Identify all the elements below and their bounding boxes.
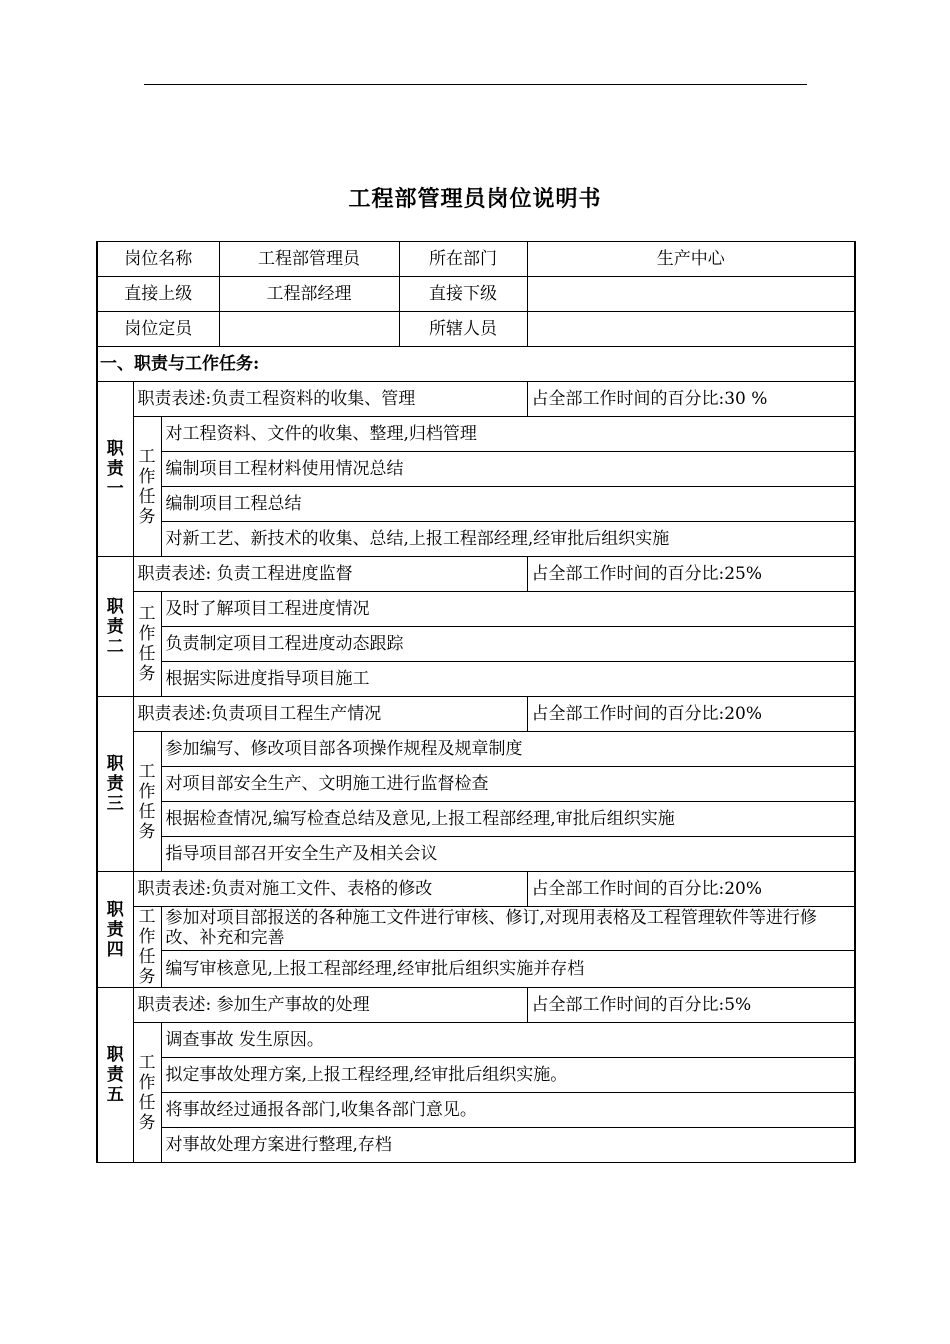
- duty-description-row: [97, 697, 855, 732]
- section-title: 一、职责与工作任务:: [97, 347, 855, 382]
- task-row: [97, 627, 855, 662]
- task-text: 及时了解项目工程进度情况: [161, 592, 855, 627]
- task-row: [97, 732, 855, 767]
- task-text: 参加编写、修改项目部各项操作规程及规章制度: [161, 732, 855, 767]
- duty-name: [97, 988, 133, 1163]
- task-row: [97, 1128, 855, 1163]
- task-row: [97, 487, 855, 522]
- duty-percentage: 占全部工作时间的百分比:20%: [527, 697, 855, 732]
- duty-name: [97, 872, 133, 988]
- task-row: [97, 907, 855, 951]
- work-tasks-label: [133, 732, 161, 872]
- task-text: 拟定事故处理方案,上报工程经理,经审批后组织实施。: [161, 1058, 855, 1093]
- header-rule: [144, 84, 807, 85]
- subordinate-value: [527, 277, 855, 312]
- task-text: 对事故处理方案进行整理,存档: [161, 1128, 855, 1163]
- work-tasks-label: [133, 907, 161, 988]
- duty-name-text: 职责一: [106, 439, 124, 499]
- headcount-label: 岗位定员: [97, 312, 219, 347]
- work-tasks-label-text: 工作任务: [138, 761, 156, 842]
- duty-percentage: 占全部工作时间的百分比:20%: [527, 872, 855, 907]
- department-label: 所在部门: [399, 242, 527, 277]
- superior-label: 直接上级: [97, 277, 219, 312]
- task-row: [97, 452, 855, 487]
- task-row: [97, 767, 855, 802]
- task-text: 编写审核意见,上报工程部经理,经审批后组织实施并存档: [161, 950, 855, 987]
- task-text: 编制项目工程材料使用情况总结: [161, 452, 855, 487]
- subordinate-label: 直接下级: [399, 277, 527, 312]
- basic-info-row: [97, 277, 855, 312]
- duty-name: [97, 557, 133, 697]
- task-row: [97, 592, 855, 627]
- work-tasks-label: [133, 1023, 161, 1163]
- task-text: 将事故经过通报各部门,收集各部门意见。: [161, 1093, 855, 1128]
- task-text: 指导项目部召开安全生产及相关会议: [161, 837, 855, 872]
- duty-description: 职责表述: 负责工程进度监督: [133, 557, 527, 592]
- task-text: 根据实际进度指导项目施工: [161, 662, 855, 697]
- task-row: [97, 837, 855, 872]
- task-text: 对项目部安全生产、文明施工进行监督检查: [161, 767, 855, 802]
- job-description-table: [96, 241, 856, 1163]
- staff-value: [527, 312, 855, 347]
- duty-name: [97, 697, 133, 872]
- duty-percentage: 占全部工作时间的百分比:25%: [527, 557, 855, 592]
- duty-percentage: 占全部工作时间的百分比:30 %: [527, 382, 855, 417]
- document-title: 工程部管理员岗位说明书: [348, 186, 602, 212]
- task-row: [97, 1023, 855, 1058]
- duty-percentage: 占全部工作时间的百分比:5%: [527, 988, 855, 1023]
- duty-name: [97, 382, 133, 557]
- work-tasks-label: [133, 592, 161, 697]
- staff-label: 所辖人员: [399, 312, 527, 347]
- basic-info-row: [97, 242, 855, 277]
- task-text: 对工程资料、文件的收集、整理,归档管理: [161, 417, 855, 452]
- duty-description: 职责表述:负责工程资料的收集、管理: [133, 382, 527, 417]
- duty-description-row: [97, 557, 855, 592]
- duty-description: 职责表述:负责对施工文件、表格的修改: [133, 872, 527, 907]
- task-text: 调查事故 发生原因。: [161, 1023, 855, 1058]
- task-row: [97, 662, 855, 697]
- work-tasks-label-text: 工作任务: [138, 604, 156, 684]
- task-row: [97, 417, 855, 452]
- task-text: 编制项目工程总结: [161, 487, 855, 522]
- task-row: [97, 1093, 855, 1128]
- task-row: [97, 522, 855, 557]
- task-text: 根据检查情况,编写检查总结及意见,上报工程部经理,审批后组织实施: [161, 802, 855, 837]
- duty-description-row: [97, 382, 855, 417]
- headcount-value: [219, 312, 399, 347]
- duty-name-text: 职责二: [106, 596, 124, 657]
- duty-description-row: [97, 872, 855, 907]
- task-text: 负责制定项目工程进度动态跟踪: [161, 627, 855, 662]
- basic-info-row: [97, 312, 855, 347]
- work-tasks-label-text: 工作任务: [138, 1052, 156, 1133]
- department-value: 生产中心: [527, 242, 855, 277]
- duty-description: 职责表述:负责项目工程生产情况: [133, 697, 527, 732]
- task-row: [97, 802, 855, 837]
- task-text: 参加对项目部报送的各种施工文件进行审核、修订,对现用表格及工程管理软件等进行修改、补充和完善: [161, 907, 855, 951]
- superior-value: 工程部经理: [219, 277, 399, 312]
- work-tasks-label: [133, 417, 161, 557]
- work-tasks-label-text: 工作任务: [138, 907, 156, 987]
- duty-description-row: [97, 988, 855, 1023]
- task-text: 对新工艺、新技术的收集、总结,上报工程部经理,经审批后组织实施: [161, 522, 855, 557]
- position-name-label: 岗位名称: [97, 242, 219, 277]
- duty-description: 职责表述: 参加生产事故的处理: [133, 988, 527, 1023]
- task-row: [97, 950, 855, 987]
- position-name-value: 工程部管理员: [219, 242, 399, 277]
- task-row: [97, 1058, 855, 1093]
- section-header-row: [97, 347, 855, 382]
- duty-name-text: 职责四: [106, 899, 124, 960]
- duty-name-text: 职责三: [106, 754, 124, 814]
- duty-name-text: 职责五: [106, 1045, 124, 1105]
- work-tasks-label-text: 工作任务: [138, 446, 156, 527]
